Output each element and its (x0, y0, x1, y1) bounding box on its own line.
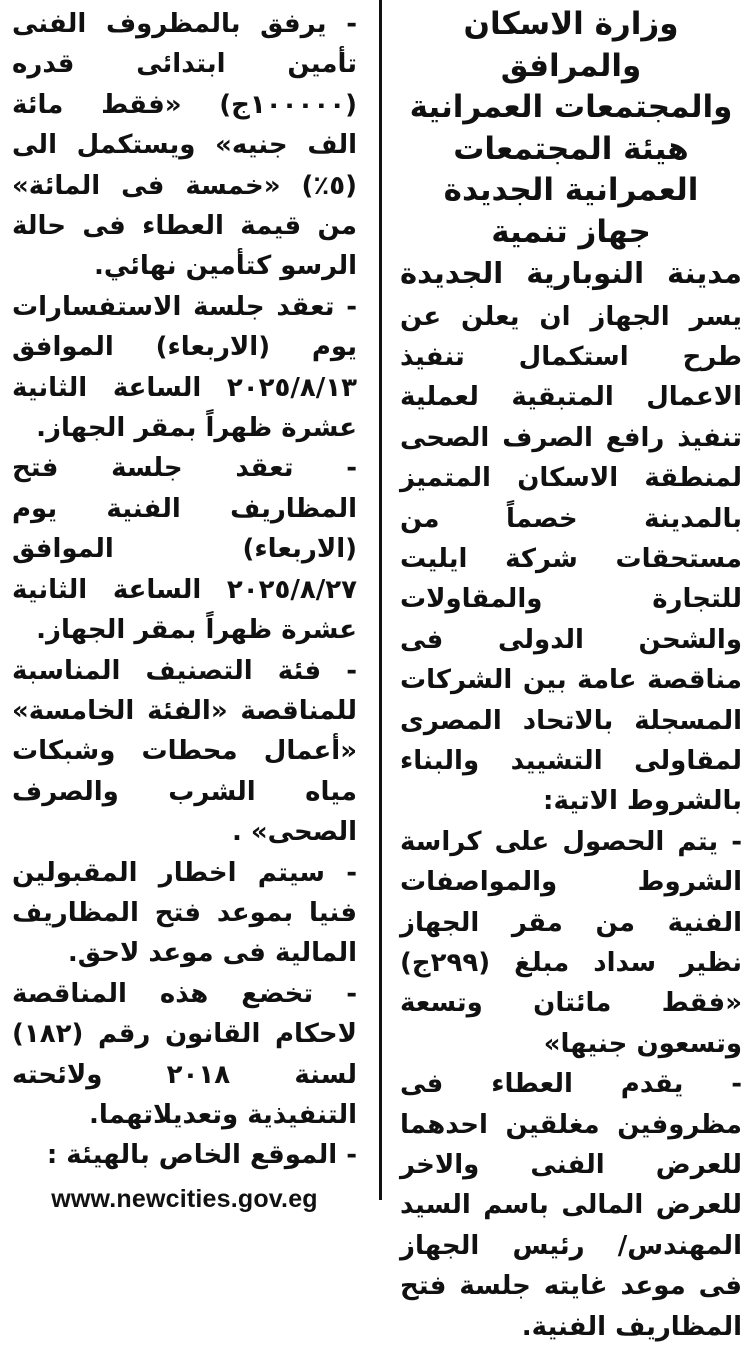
condition-notification: - سيتم اخطار المقبولين فنيا بموعد فتح المظاريف المالية فى موعد لاحق. (12, 857, 357, 969)
authority-heading-line: هيئة المجتمعات (453, 130, 689, 167)
ministry-heading-line: والمجتمعات العمرانية (409, 89, 733, 125)
condition-opening-session: - تعقد جلسة فتح المظاريف الفنية يوم (الاربعاء) الموافق ٢٠٢٥/٨/٢٧ الساعة الثانية عشرة ظهراً بمقر الجهاز. (12, 453, 357, 646)
right-column (400, 4, 742, 1342)
city-heading: مدينة النوبارية الجديدة (400, 256, 742, 290)
condition-inquiries-session: - تعقد جلسة الاستفسارات يوم (الاربعاء) الموافق ٢٠٢٥/٨/١٣ الساعة الثانية عشرة ظهراً بمقر الجهاز. (12, 291, 357, 444)
condition-booklet: - يتم الحصول على كراسة الشروط والمواصفات الفنية من مقر الجهاز نظير سداد مبلغ (٢٩٩ج) «فقط مائتان وتسعة وتسعون جنيها» (400, 826, 742, 1059)
website-link[interactable]: www.newcities.gov.eg (51, 1184, 318, 1213)
intro-paragraph: يسر الجهاز ان يعلن عن طرح استكمال تنفيذ الاعمال المتبقية لعملية تنفيذ رافع الصرف الصحى لمنطقة الاسكان المتميز بالمدينة خصماً من مستحقات شركة ايليت للتجارة والمقاولات والشحن الدولى فى مناقصة عامة بين الشركات المسجلة بالاتحاد المصرى لمقاولى التشييد والبناء بالشروط الاتية: (400, 301, 742, 817)
authority-heading-line: العمرانية الجديدة (443, 172, 699, 208)
condition-insurance: - يرفق بالمظروف الفنى تأمين ابتدائى قدره (١٠٠٠٠٠ج) «فقط مائة الف جنيه» ويستكمل الى (٥٪) «خمسة فى المائة» من قيمة العطاء فى حالة الرسو كتأمين نهائي. (12, 9, 357, 282)
agency-heading-line: جهاز تنمية (491, 213, 651, 250)
condition-law: - تخضع هذه المناقصة لاحكام القانون رقم (١٨٢) لسنة ٢٠١٨ ولائحته التنفيذية وتعديلاتهما. (12, 978, 357, 1130)
column-divider (379, 0, 382, 1200)
condition-envelopes: - يقدم العطاء فى مظروفين مغلقين احدهما للعرض الفنى والاخر للعرض المالى باسم السيد المهندس/ رئيس الجهاز فى موعد غايته جلسة فتح المظاريف الفنية. (400, 1069, 742, 1342)
left-column (12, 4, 357, 1213)
website-label: - الموقع الخاص بالهيئة : (46, 1140, 357, 1171)
ministry-heading-line: وزارة الاسكان والمرافق (463, 6, 679, 84)
condition-classification: - فئة التصنيف المناسبة للمناقصة «الفئة الخامسة» «أعمال محطات وشبكات مياه الشرب والصرف الصحى» . (12, 655, 357, 848)
